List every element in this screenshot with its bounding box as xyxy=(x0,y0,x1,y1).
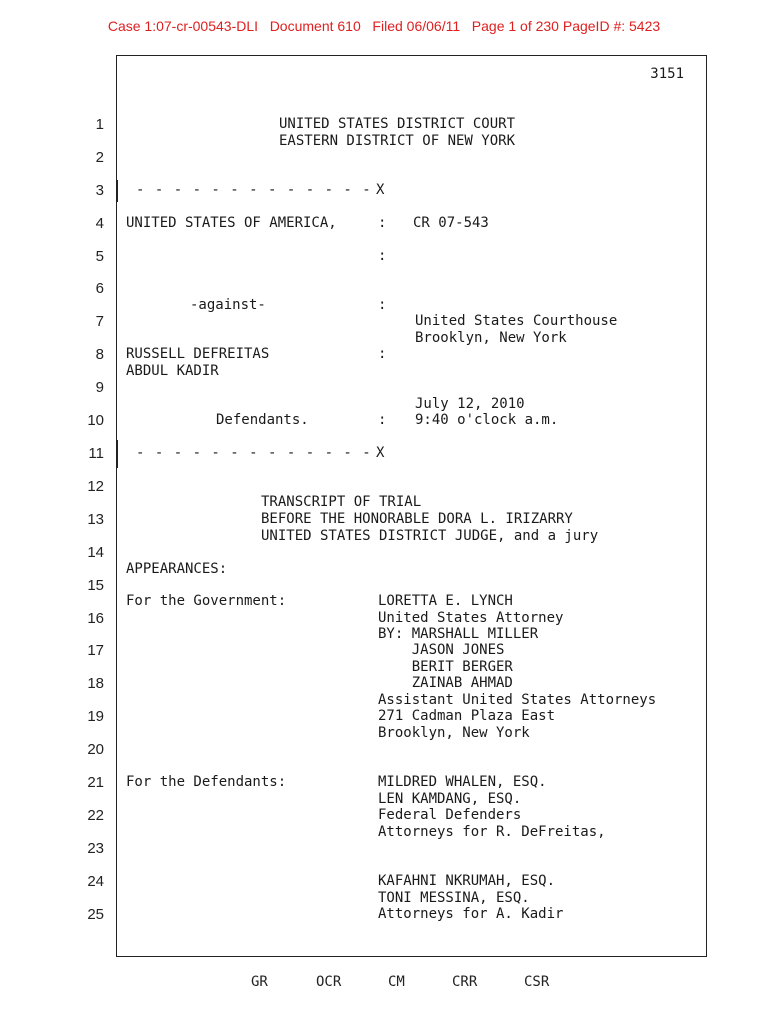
caption-separator-bottom: - - - - - - - - - - - - - xyxy=(136,445,372,461)
government-counsel: JASON JONES xyxy=(378,642,505,658)
defendants-counsel-label: For the Defendants: xyxy=(126,774,287,790)
caption-bar-bottom xyxy=(116,440,118,468)
transcript-judge: BEFORE THE HONORABLE DORA L. IRIZARRY xyxy=(261,511,573,527)
line-number: 17 xyxy=(87,642,104,659)
caption-x-bottom: X xyxy=(376,445,385,461)
government-counsel: ZAINAB AHMAD xyxy=(378,675,513,691)
page-number: 3151 xyxy=(650,66,684,82)
footer-credential: GR xyxy=(251,974,268,990)
defense-counsel: MILDRED WHALEN, ESQ. xyxy=(378,774,547,790)
government-counsel: BERIT BERGER xyxy=(378,659,513,675)
hearing-date: July 12, 2010 xyxy=(415,396,525,412)
defendant-name: RUSSELL DEFREITAS xyxy=(126,346,270,362)
defense-counsel: KAFAHNI NKRUMAH, ESQ. xyxy=(378,873,556,889)
line-number: 18 xyxy=(87,675,104,692)
line-number: 14 xyxy=(87,544,104,561)
court-district: EASTERN DISTRICT OF NEW YORK xyxy=(279,133,516,149)
caption-colon: : xyxy=(378,248,387,264)
government-counsel: LORETTA E. LYNCH xyxy=(378,593,513,609)
case-number: CR 07-543 xyxy=(413,215,489,231)
line-number: 24 xyxy=(87,873,104,890)
caption-bar-top xyxy=(116,180,118,202)
government-counsel: 271 Cadman Plaza East xyxy=(378,708,556,724)
line-number: 13 xyxy=(87,511,104,528)
footer-credential: CSR xyxy=(524,974,550,990)
line-number: 15 xyxy=(87,577,104,594)
defendants-label: Defendants. xyxy=(216,412,309,428)
hearing-time: 9:40 o'clock a.m. xyxy=(415,412,559,428)
line-number: 6 xyxy=(95,280,104,297)
appearances-heading: APPEARANCES: xyxy=(126,561,228,577)
defendant-name: ABDUL KADIR xyxy=(126,363,219,379)
footer-credential: CRR xyxy=(452,974,478,990)
defense-counsel: TONI MESSINA, ESQ. xyxy=(378,890,530,906)
line-number: 11 xyxy=(88,445,104,462)
line-number: 20 xyxy=(87,741,104,758)
defense-counsel: LEN KAMDANG, ESQ. xyxy=(378,791,522,807)
line-number: 1 xyxy=(95,116,104,133)
caption-colon: : xyxy=(378,412,387,428)
defense-counsel: Attorneys for R. DeFreitas, xyxy=(378,824,606,840)
against-label: -against- xyxy=(190,297,266,313)
footer-credential: OCR xyxy=(316,974,342,990)
line-number: 7 xyxy=(95,313,104,330)
line-number: 22 xyxy=(87,807,104,824)
caption-colon: : xyxy=(378,346,387,362)
line-number: 8 xyxy=(95,346,104,363)
case-header: Case 1:07-cr-00543-DLI Document 610 Filed 06/06/11 Page 1 of 230 PageID #: 5423 xyxy=(107,18,661,34)
government-counsel: United States Attorney xyxy=(378,610,564,626)
line-number: 23 xyxy=(87,840,104,857)
government-counsel: Brooklyn, New York xyxy=(378,725,530,741)
government-counsel: Assistant United States Attorneys xyxy=(378,692,657,708)
line-number: 3 xyxy=(95,182,104,199)
line-number: 2 xyxy=(95,149,104,166)
line-number: 5 xyxy=(95,248,104,265)
footer-credential: CM xyxy=(388,974,405,990)
government-label: For the Government: xyxy=(126,593,287,609)
line-number: 16 xyxy=(87,610,104,627)
transcript-title: TRANSCRIPT OF TRIAL xyxy=(261,494,422,510)
caption-separator-top: - - - - - - - - - - - - - xyxy=(136,182,372,198)
court-name: UNITED STATES DISTRICT COURT xyxy=(279,116,516,132)
plaintiff-name: UNITED STATES OF AMERICA, xyxy=(126,215,337,231)
line-number: 9 xyxy=(95,379,104,396)
courthouse-name: United States Courthouse xyxy=(415,313,618,329)
caption-x-top: X xyxy=(376,182,385,198)
line-number: 19 xyxy=(87,708,104,725)
line-number: 21 xyxy=(87,774,104,791)
transcript-judge-title: UNITED STATES DISTRICT JUDGE, and a jury xyxy=(261,528,599,544)
defense-counsel: Attorneys for A. Kadir xyxy=(378,906,564,922)
line-number: 12 xyxy=(87,478,104,495)
caption-colon: : xyxy=(378,297,387,313)
line-number: 4 xyxy=(95,215,104,232)
line-number: 25 xyxy=(87,906,104,923)
courthouse-location: Brooklyn, New York xyxy=(415,330,567,346)
defense-counsel: Federal Defenders xyxy=(378,807,522,823)
line-number: 10 xyxy=(87,412,104,429)
caption-colon: : xyxy=(378,215,387,231)
government-counsel: BY: MARSHALL MILLER xyxy=(378,626,539,642)
